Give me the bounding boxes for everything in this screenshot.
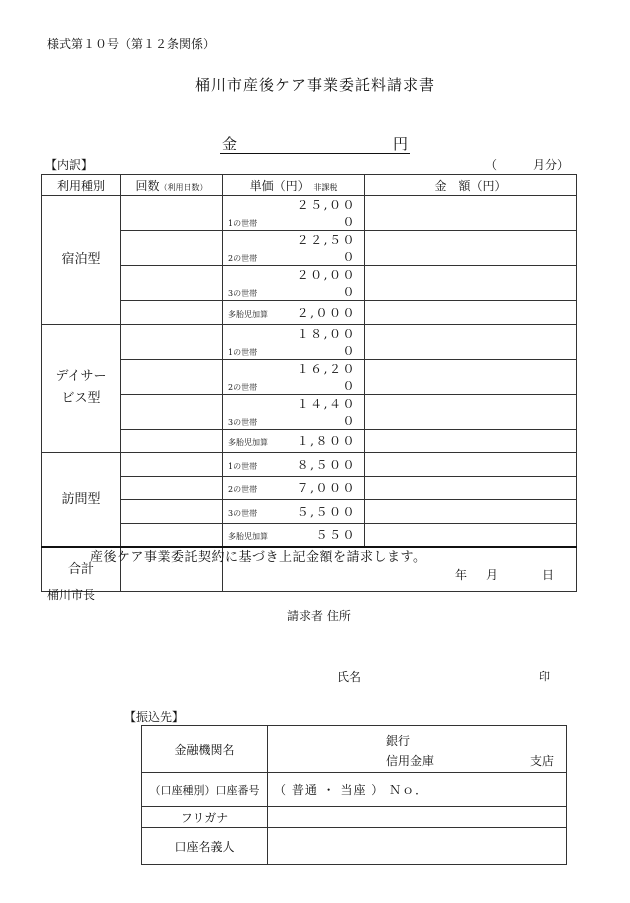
requester-name-label: 氏名 — [337, 670, 362, 684]
amount-cell[interactable] — [365, 196, 577, 231]
header-unit-price-note: 非課税 — [313, 182, 338, 192]
total-label: 合計 — [42, 547, 121, 592]
table-row — [42, 301, 577, 325]
price-value: ５５０ — [315, 528, 356, 543]
request-statement: 産後ケア事業委託契約に基づき上記金額を請求します。 — [90, 550, 427, 565]
count-cell[interactable] — [121, 324, 223, 359]
amount-cell[interactable] — [365, 266, 577, 301]
unit-price-cell — [223, 266, 365, 301]
amount-cell[interactable] — [365, 523, 577, 547]
unit-price-cell — [223, 500, 365, 524]
header-count — [121, 175, 223, 196]
billing-month-paren: （ — [485, 158, 498, 172]
count-cell[interactable] — [121, 500, 223, 524]
bank-account-row — [142, 773, 567, 807]
unit-price-cell — [223, 196, 365, 231]
unit-price-cell — [223, 453, 365, 477]
table-row — [42, 231, 577, 266]
category-day-service-line1: デイサー — [55, 369, 107, 385]
count-cell[interactable] — [121, 523, 223, 547]
count-cell[interactable] — [121, 429, 223, 453]
price-value: ２５,０００ — [296, 198, 356, 229]
amount-cell[interactable] — [365, 500, 577, 524]
price-value: ２２,５００ — [296, 233, 356, 264]
holder-label: 口座名義人 — [142, 828, 268, 865]
tier-label: 1の世帯 — [228, 347, 258, 357]
category-visit: 訪問型 — [42, 453, 121, 548]
count-cell[interactable] — [121, 231, 223, 266]
branch-word: 支店 — [529, 754, 554, 768]
unit-price-cell — [223, 523, 365, 547]
table-row — [42, 394, 577, 429]
count-cell[interactable] — [121, 359, 223, 394]
header-amount: 金 額（円） — [365, 175, 577, 196]
amount-cell[interactable] — [365, 301, 577, 325]
tier-label: 多胎児加算 — [228, 309, 268, 319]
table-row — [42, 359, 577, 394]
amount-cell[interactable] — [365, 394, 577, 429]
tier-label: 2の世帯 — [228, 382, 258, 392]
bank-furigana-row — [142, 807, 567, 828]
form-number: 様式第１０号（第１２条関係） — [47, 37, 216, 51]
amount-cell[interactable] — [365, 476, 577, 500]
holder-cell[interactable] — [268, 828, 567, 865]
amount-cell[interactable] — [365, 359, 577, 394]
date-month: 月 — [486, 568, 499, 582]
tier-label: 3の世帯 — [228, 508, 258, 518]
bank-institution-row — [142, 726, 567, 773]
table-row — [42, 266, 577, 301]
tier-label: 多胎児加算 — [228, 532, 268, 542]
table-row — [42, 476, 577, 500]
unit-price-cell — [223, 429, 365, 453]
category-day-service-line2: ビス型 — [61, 391, 101, 407]
table-row — [42, 523, 577, 547]
price-value: ２０,０００ — [296, 268, 356, 299]
price-value: ２,０００ — [296, 305, 356, 320]
furigana-label: フリガナ — [142, 807, 268, 828]
category-day-service — [42, 324, 121, 453]
header-count-note: （利用日数） — [159, 182, 208, 192]
amount-cell[interactable] — [365, 453, 577, 477]
amount-cell[interactable] — [365, 231, 577, 266]
price-value: １８,０００ — [296, 326, 356, 358]
account-type-cell[interactable]: （ 普通 ・ 当座 ） Ｎｏ． — [268, 773, 567, 807]
price-value: ８,５００ — [296, 457, 356, 472]
price-value: １,８００ — [296, 434, 356, 449]
count-cell[interactable] — [121, 301, 223, 325]
header-count-label: 回数 — [135, 178, 160, 193]
price-value: １４,４００ — [296, 396, 356, 428]
amount-prefix: 金 — [222, 135, 238, 153]
billing-month-label: 月分） — [533, 158, 570, 172]
bank-holder-row — [142, 828, 567, 865]
breakdown-heading: 【内訳】 — [45, 158, 94, 172]
count-cell[interactable] — [121, 453, 223, 477]
account-label: （口座種別）口座番号 — [142, 773, 268, 807]
unit-price-cell — [223, 476, 365, 500]
tier-label: 3の世帯 — [228, 289, 258, 298]
credit-union-word: 信用金庫 — [386, 754, 435, 768]
table-row — [42, 500, 577, 524]
institution-label: 金融機関名 — [142, 726, 268, 773]
document-title: 桶川市産後ケア事業委託料請求書 — [194, 76, 435, 94]
requester-address-label: 請求者 住所 — [287, 609, 351, 623]
header-unit-price — [223, 175, 365, 196]
amount-cell[interactable] — [365, 324, 577, 359]
table-row — [42, 429, 577, 453]
price-value: １６,２００ — [296, 361, 356, 393]
count-cell[interactable] — [121, 394, 223, 429]
tier-label: 1の世帯 — [228, 461, 258, 471]
tier-label: 多胎児加算 — [228, 438, 268, 448]
date-year: 年 — [455, 568, 468, 582]
category-stay: 宿泊型 — [42, 196, 121, 325]
header-unit-price-label: 単価（円） — [249, 178, 310, 193]
amount-cell[interactable] — [365, 429, 577, 453]
institution-cell[interactable] — [268, 726, 567, 773]
bank-table — [141, 725, 567, 865]
unit-price-cell — [223, 301, 365, 325]
breakdown-table — [41, 174, 577, 592]
addressee: 桶川市長 — [47, 588, 96, 602]
table-header-row — [42, 175, 577, 196]
tier-label: 1の世帯 — [228, 219, 258, 228]
unit-price-cell — [223, 359, 365, 394]
date-day: 日 — [542, 568, 555, 582]
amount-unit: 円 — [392, 135, 408, 153]
tier-label: 3の世帯 — [228, 417, 258, 427]
unit-price-cell — [223, 394, 365, 429]
billing-month — [485, 156, 570, 173]
count-cell[interactable] — [121, 196, 223, 231]
seal-mark: 印 — [539, 670, 550, 683]
table-row — [42, 453, 577, 477]
count-cell[interactable] — [121, 266, 223, 301]
unit-price-cell — [223, 231, 365, 266]
table-row — [42, 196, 577, 231]
bank-word: 銀行 — [386, 734, 411, 748]
price-value: ５,５００ — [296, 504, 356, 519]
price-value: ７,０００ — [296, 481, 356, 496]
header-type: 利用種別 — [42, 175, 121, 196]
count-cell[interactable] — [121, 476, 223, 500]
table-row — [42, 324, 577, 359]
furigana-cell[interactable] — [268, 807, 567, 828]
unit-price-cell — [223, 324, 365, 359]
tier-label: 2の世帯 — [228, 485, 258, 495]
tier-label: 2の世帯 — [228, 254, 258, 263]
amount-total-line — [220, 133, 410, 154]
transfer-heading: 【振込先】 — [124, 710, 185, 724]
